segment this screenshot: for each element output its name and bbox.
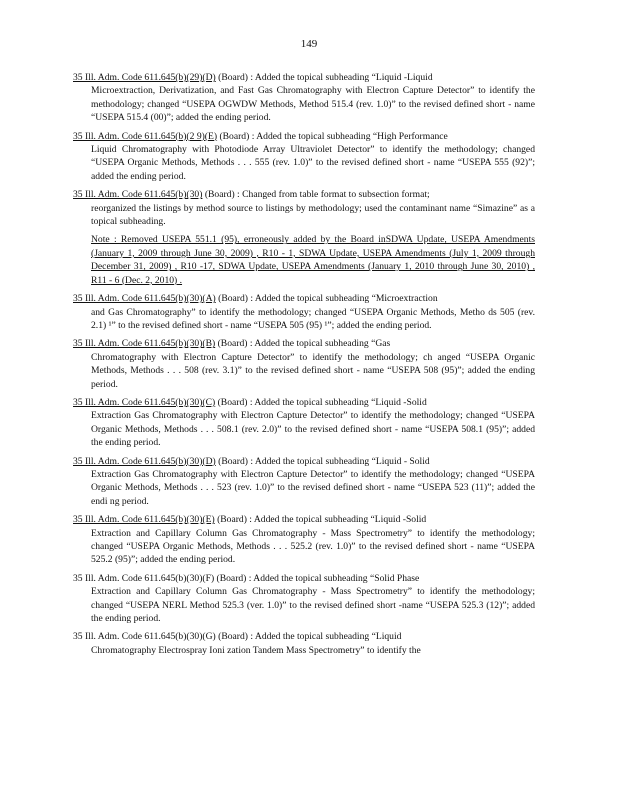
amendment-entry — [73, 513, 535, 567]
amendment-list — [73, 71, 535, 662]
entry-first-line: (Board) : Added the topical subheading “Liquid -Liquid — [215, 72, 433, 83]
entry-citation: 35 Ill. Adm. Code 611.645(b)(30)(F) — [73, 572, 215, 584]
page-number: 149 — [300, 38, 318, 50]
entry-first-line: (Board) : Added the topical subheading “Liquid — [215, 631, 402, 643]
entry-body: Extraction Gas Chromatography with Electron Capture Detector” to identify the methodology; changed “USEPA Organic Methods, Methods . . . 523 (rev. 1.0)” to the revised defined short - name “USEPA 523 (11)”; added the endi ng period. — [91, 468, 535, 507]
entry-first-line: (Board) : Added the topical subheading “Microextraction — [215, 293, 438, 305]
entry-citation: 35 Ill. Adm. Code 611.645(b)(30)(D) — [73, 455, 216, 467]
entry-body: Chromatography Electrospray Ioni zation Tandem Mass Spectrometry” to identify the — [91, 644, 421, 656]
removal-note — [91, 233, 535, 287]
entry-citation: 35 Ill. Adm. Code 611.645(b)(30)(G) — [73, 631, 216, 643]
entry-first-line: (Board) : Added the topical subheading “Liquid -Solid — [214, 514, 427, 526]
entry-body: Extraction and Capillary Column Gas Chromatography - Mass Spectrometry” to identify the methodology; changed “USEPA Organic Methods, Methods . . . 525.2 (rev. 1.0)” to the revised defined short - name “USEPA 525.2 (95)”; added the ending period. — [91, 527, 535, 566]
amendment-entry — [73, 188, 535, 228]
amendment-entry — [73, 130, 535, 184]
amendment-entry — [73, 630, 535, 657]
entry-body: reorganized the listings by method source to listings by methodology; used the contaminant name “Simazine” as a topical subheading. — [91, 202, 535, 228]
entry-body: Microextraction, Derivatization, and Fast Gas Chromatography with Electron Capture Detector” to identify the methodology; changed “USEPA OGWDW Methods, Method 515.4 (rev. 1.0)” to the revised defined short - name “USEPA 515.4 (00)”; added the ending period. — [91, 85, 535, 124]
entry-citation: 35 Ill. Adm. Code 611.645(b)(30)(E) — [73, 514, 215, 526]
note-lead: Note : Removed USEPA 551.1 (95), erroneously added by the Board in — [91, 234, 386, 246]
amendment-entry — [73, 455, 535, 509]
entry-citation: 35 Ill. Adm. Code 611.645(b)(29)(D) — [73, 72, 216, 83]
entry-first-line: (Board) : Added the topical subheading “Liquid -Solid — [215, 396, 427, 408]
entry-citation: 35 Ill. Adm. Code 611.645(b)(30) — [73, 189, 203, 201]
amendment-entry — [73, 337, 535, 391]
entry-first-line: (Board) : Added the topical subheading “Gas — [215, 338, 391, 350]
entry-body: and Gas Chromatography” to identify the methodology; changed “USEPA Organic Methods, Metho ds 505 (rev. 2.1) ¹” to the revised defined short - name “USEPA 505 (95) ¹”; added the ending period. — [91, 306, 535, 331]
entry-first-line: (Board) : Added the topical subheading “Solid Phase — [214, 572, 420, 584]
entry-body: Extraction and Capillary Column Gas Chromatography - Mass Spectrometry” to identify the methodology; changed “USEPA NERL Method 525.3 (ver. 1.0)” to the revised defined short -name “USEPA 525.3 (12)”; added the ending period. — [91, 586, 535, 625]
entry-citation: 35 Ill. Adm. Code 611.645(b)(2 9)(E) — [73, 130, 218, 142]
entry-body: Chromatography with Electron Capture Detector” to identify the methodology; ch anged “USEPA Organic Methods, Methods . . . 508 (rev. 3.1)” to the revised defined short - name “USEPA 508 (95)”; added the ending period. — [91, 351, 535, 390]
entry-body: Extraction Gas Chromatography with Electron Capture Detector” to identify the methodology; changed “USEPA Organic Methods, Methods . . . 508.1 (rev. 2.0)” to the revised defined short - name “USEPA 508.1 (95)”; added the ending period. — [91, 410, 535, 449]
amendment-entry — [73, 292, 535, 332]
entry-first-line: (Board) : Added the topical subheading “Liquid - Solid — [215, 455, 430, 467]
amendment-entry — [73, 396, 535, 450]
note-text: SDWA Update, USEPA Amendments (January 1, 2009 through June 30, 2009) , R10 - 1, SDWA Update, USEPA Amendments (July 1, 2009 through December 31, 2009) , R10 -17, SDWA Update, USEPA Amendments (January 1, 2010 through June 30, 2010) , R11 - 6 (Dec. 2, 2010) . — [91, 234, 535, 286]
entry-citation: 35 Ill. Adm. Code 611.645(b)(30)(B) — [73, 338, 216, 350]
amendment-entry — [73, 71, 535, 125]
entry-body: Liquid Chromatography with Photodiode Array Ultraviolet Detector” to identify the methodology; changed “USEPA Organic Methods, Methods . . . 555 (rev. 1.0)” to the revised defined short - name “USEPA 555 (92)”; added the ending period. — [91, 144, 535, 182]
entry-first-line: (Board) : Changed from table format to subsection format; — [202, 189, 430, 201]
entry-citation: 35 Ill. Adm. Code 611.645(b)(30)(C) — [73, 396, 216, 408]
amendment-entry — [73, 572, 535, 626]
entry-first-line: (Board) : Added the topical subheading “High Performance — [217, 130, 448, 142]
entry-citation: 35 Ill. Adm. Code 611.645(b)(30)(A) — [73, 293, 216, 305]
